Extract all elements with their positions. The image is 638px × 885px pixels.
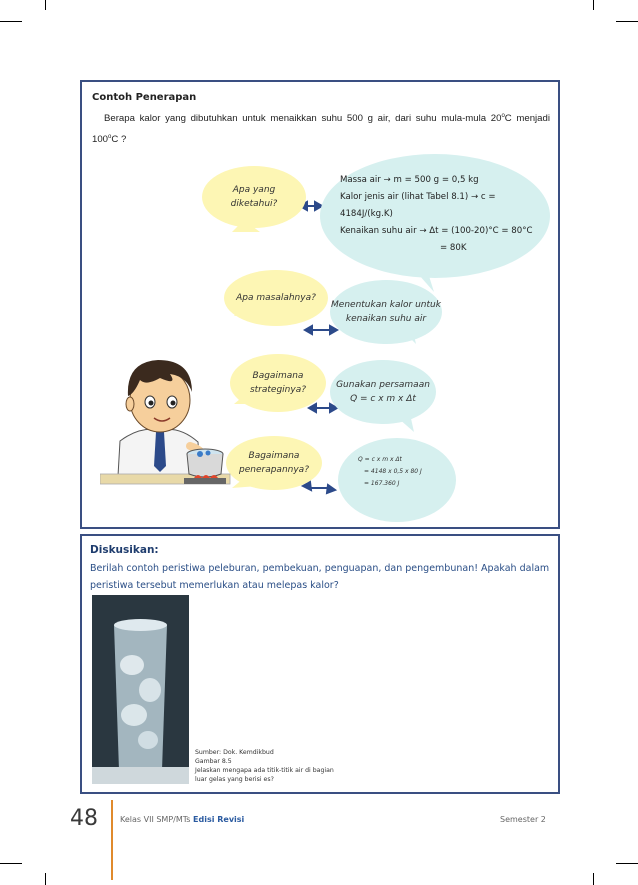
- answer-line: Kenaikan suhu air → Δt = (100-20)°C = 80°C: [340, 226, 533, 236]
- crop-mark: [616, 21, 638, 22]
- book-title: [120, 815, 244, 824]
- answer-bubble-strategy: [330, 360, 436, 424]
- question-text-2: C menjadi 100: [92, 113, 550, 145]
- answer-line: Q = c x m x Δt: [358, 456, 402, 463]
- book-prefix: Kelas VII SMP/MTs: [120, 815, 194, 824]
- example-title: Contoh Penerapan: [92, 92, 197, 103]
- ice-water-glass-photo: [92, 595, 189, 784]
- answer-line: Gunakan persamaan: [336, 380, 430, 390]
- answer-line: Q = c x m x Δt: [350, 394, 416, 404]
- boiling-pot-icon: [178, 442, 232, 488]
- discussion-text: Berilah contoh peristiwa peleburan, pembekuan, penguapan, dan pengembunan! Apakah dalam peristiwa tersebut memerlukan atau melepas kalor?: [90, 563, 550, 591]
- question-bubble-strategy: [230, 354, 326, 412]
- question-text-3: C ?: [111, 134, 127, 145]
- question-bubble-problem: [224, 270, 328, 326]
- bubble-line: penerapannya?: [239, 465, 309, 475]
- figure-caption: [195, 748, 365, 784]
- answer-line: kenaikan suhu air: [345, 314, 427, 324]
- caption-line: Gambar 8.5: [195, 758, 232, 765]
- bubble-line: Apa yang: [232, 185, 276, 195]
- bubble-line: diketahui?: [230, 199, 278, 209]
- crop-mark: [593, 0, 594, 10]
- crop-mark: [616, 863, 638, 864]
- answer-line: = 167.360 J: [364, 480, 400, 487]
- bubble-line: Bagaimana: [248, 451, 300, 461]
- crop-mark: [593, 873, 594, 885]
- answer-line: = 4148 x 0,5 x 80 J: [364, 468, 422, 475]
- answer-line: Menentukan kalor untuk: [331, 300, 441, 310]
- glass-drawing: [92, 595, 189, 784]
- footer-accent-bar: [111, 800, 113, 880]
- application-answer-text: [358, 454, 454, 490]
- bubble-line: Bagaimana: [252, 371, 304, 381]
- question-bubble-application: [226, 436, 322, 490]
- crop-mark: [45, 873, 46, 885]
- answer-line: = 80K: [440, 243, 467, 253]
- crop-mark: [45, 0, 46, 10]
- bubble-line: Apa masalahnya?: [236, 293, 316, 303]
- example-box: [80, 80, 560, 529]
- degree-sup: o: [501, 113, 505, 119]
- crop-mark: [0, 863, 22, 864]
- discussion-title: Diskusikan:: [90, 544, 159, 556]
- answer-line: Kalor jenis air (lihat Tabel 8.1) → c = 4184J/(kg.K): [340, 192, 496, 219]
- degree-sup: o: [108, 134, 112, 140]
- question-text: Berapa kalor yang dibutuhkan untuk menaikkan suhu 500 g air, dari suhu mula-mula 20: [104, 113, 502, 124]
- answer-line: Massa air → m = 500 g = 0,5 kg: [340, 175, 479, 185]
- page-number: 48: [70, 806, 98, 831]
- question-bubble-known: [202, 166, 306, 228]
- book-edition: Edisi Revisi: [193, 815, 245, 824]
- crop-mark: [0, 21, 22, 22]
- caption-line: Sumber: Dok. Kemdikbud: [195, 749, 274, 756]
- discussion-box: [80, 534, 560, 794]
- bubble-line: strateginya?: [249, 385, 307, 395]
- caption-line: luar gelas yang berisi es?: [195, 776, 274, 783]
- semester-label: Semester 2: [500, 815, 546, 824]
- known-answer-text: [340, 172, 550, 257]
- answer-bubble-problem: [330, 280, 442, 344]
- caption-line: Jelaskan mengapa ada titik-titik air di bagian: [195, 767, 334, 774]
